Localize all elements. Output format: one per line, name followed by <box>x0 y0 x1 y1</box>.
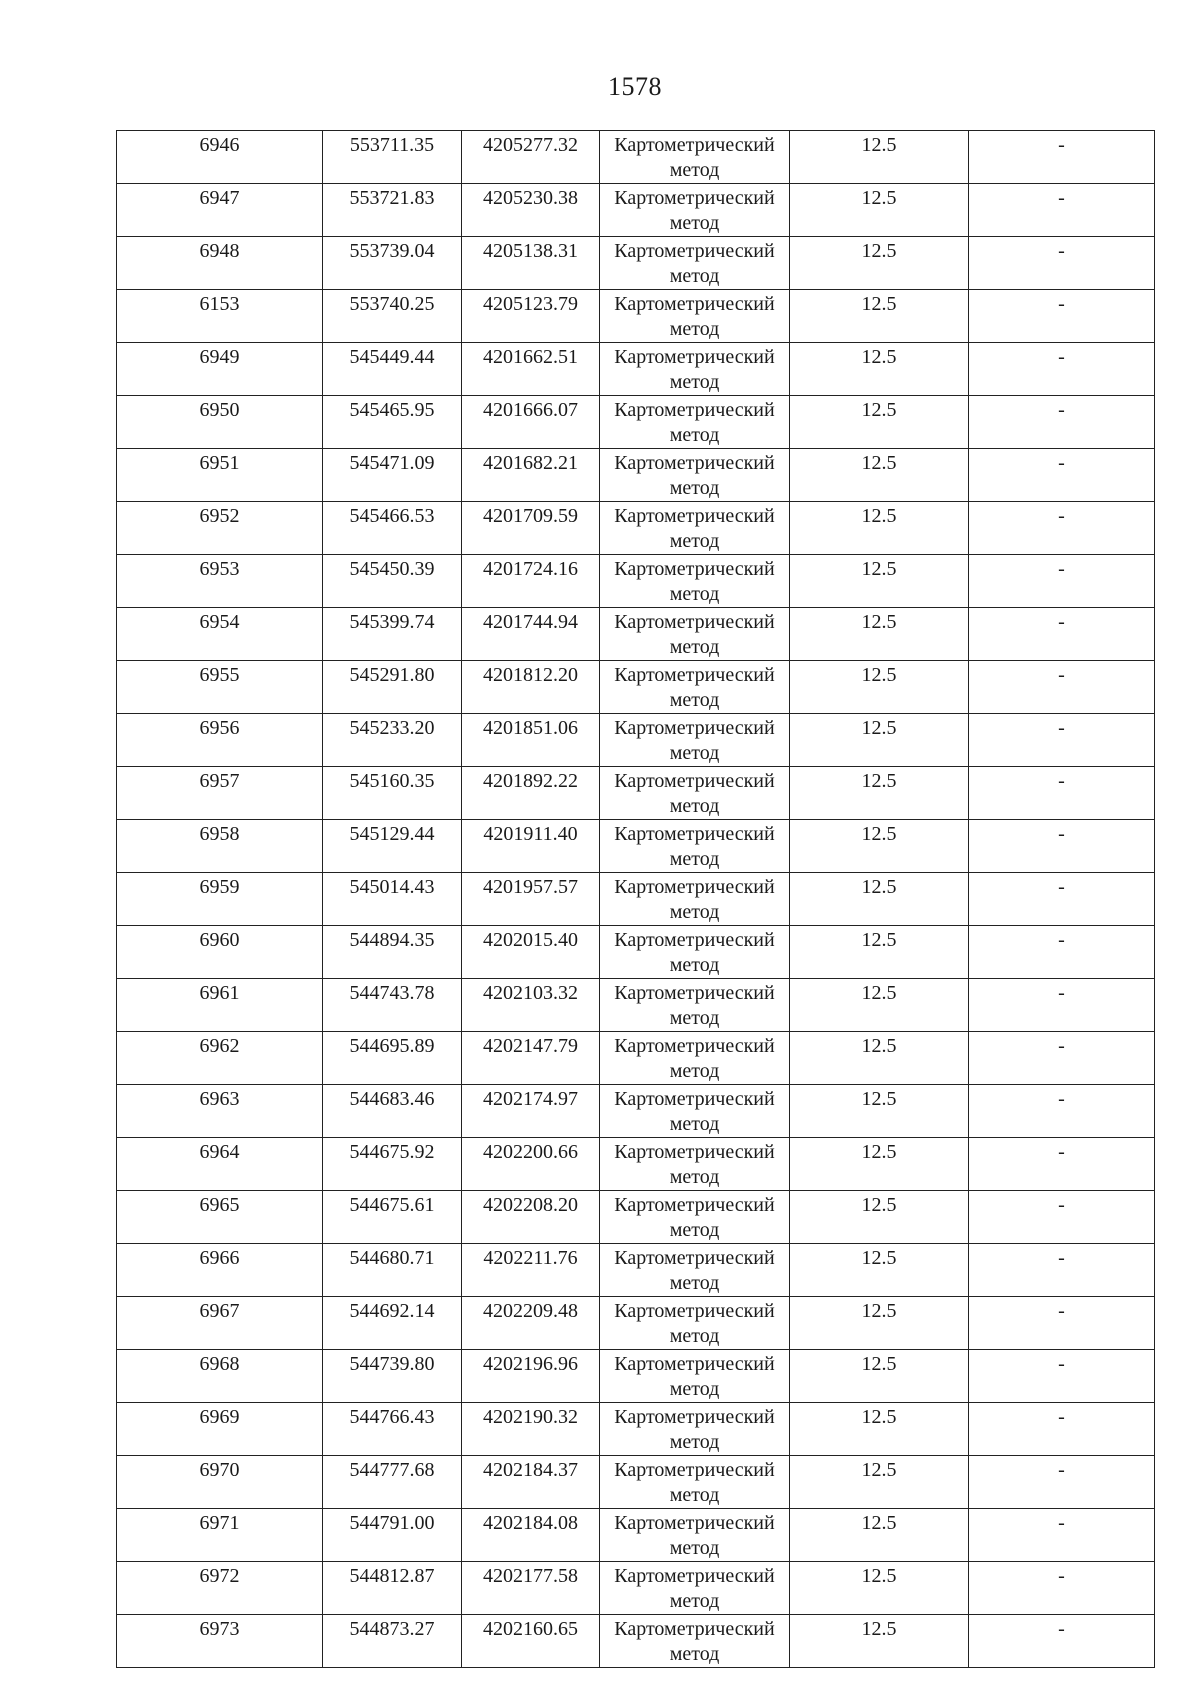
point-id-cell: 6973 <box>117 1615 323 1668</box>
point-id-cell: 6971 <box>117 1509 323 1562</box>
table-row <box>117 1297 1155 1350</box>
x-coordinate-cell: 545450.39 <box>323 555 462 608</box>
accuracy-cell: 12.5 <box>790 1085 969 1138</box>
method-cell: Картометрический метод <box>600 1403 790 1456</box>
accuracy-cell: 12.5 <box>790 131 969 184</box>
accuracy-cell: 12.5 <box>790 237 969 290</box>
note-cell: - <box>969 1085 1155 1138</box>
y-coordinate-cell: 4201911.40 <box>462 820 600 873</box>
accuracy-cell: 12.5 <box>790 926 969 979</box>
point-id-cell: 6967 <box>117 1297 323 1350</box>
note-cell: - <box>969 1509 1155 1562</box>
point-id-cell: 6968 <box>117 1350 323 1403</box>
point-id-cell: 6969 <box>117 1403 323 1456</box>
x-coordinate-cell: 545449.44 <box>323 343 462 396</box>
table-row <box>117 184 1155 237</box>
y-coordinate-cell: 4201851.06 <box>462 714 600 767</box>
y-coordinate-cell: 4202209.48 <box>462 1297 600 1350</box>
point-id-cell: 6948 <box>117 237 323 290</box>
point-id-cell: 6970 <box>117 1456 323 1509</box>
point-id-cell: 6966 <box>117 1244 323 1297</box>
x-coordinate-cell: 544743.78 <box>323 979 462 1032</box>
coordinates-table <box>116 130 1155 1668</box>
y-coordinate-cell: 4201724.16 <box>462 555 600 608</box>
note-cell: - <box>969 237 1155 290</box>
y-coordinate-cell: 4201957.57 <box>462 873 600 926</box>
point-id-cell: 6949 <box>117 343 323 396</box>
y-coordinate-cell: 4202015.40 <box>462 926 600 979</box>
y-coordinate-cell: 4202190.32 <box>462 1403 600 1456</box>
note-cell: - <box>969 661 1155 714</box>
point-id-cell: 6962 <box>117 1032 323 1085</box>
note-cell: - <box>969 1191 1155 1244</box>
x-coordinate-cell: 553740.25 <box>323 290 462 343</box>
point-id-cell: 6961 <box>117 979 323 1032</box>
y-coordinate-cell: 4202211.76 <box>462 1244 600 1297</box>
method-cell: Картометрический метод <box>600 608 790 661</box>
note-cell: - <box>969 1562 1155 1615</box>
x-coordinate-cell: 553721.83 <box>323 184 462 237</box>
x-coordinate-cell: 544873.27 <box>323 1615 462 1668</box>
x-coordinate-cell: 544692.14 <box>323 1297 462 1350</box>
x-coordinate-cell: 545399.74 <box>323 608 462 661</box>
accuracy-cell: 12.5 <box>790 1191 969 1244</box>
point-id-cell: 6153 <box>117 290 323 343</box>
point-id-cell: 6957 <box>117 767 323 820</box>
table-row <box>117 555 1155 608</box>
x-coordinate-cell: 544791.00 <box>323 1509 462 1562</box>
accuracy-cell: 12.5 <box>790 1350 969 1403</box>
accuracy-cell: 12.5 <box>790 1244 969 1297</box>
y-coordinate-cell: 4201812.20 <box>462 661 600 714</box>
method-cell: Картометрический метод <box>600 290 790 343</box>
y-coordinate-cell: 4202174.97 <box>462 1085 600 1138</box>
table-row <box>117 1191 1155 1244</box>
x-coordinate-cell: 544739.80 <box>323 1350 462 1403</box>
point-id-cell: 6963 <box>117 1085 323 1138</box>
table-row <box>117 1509 1155 1562</box>
note-cell: - <box>969 1615 1155 1668</box>
table-row <box>117 1244 1155 1297</box>
x-coordinate-cell: 544680.71 <box>323 1244 462 1297</box>
method-cell: Картометрический метод <box>600 1244 790 1297</box>
accuracy-cell: 12.5 <box>790 1138 969 1191</box>
y-coordinate-cell: 4202160.65 <box>462 1615 600 1668</box>
method-cell: Картометрический метод <box>600 449 790 502</box>
method-cell: Картометрический метод <box>600 1191 790 1244</box>
y-coordinate-cell: 4205138.31 <box>462 237 600 290</box>
method-cell: Картометрический метод <box>600 661 790 714</box>
table-row <box>117 1615 1155 1668</box>
table-row <box>117 290 1155 343</box>
y-coordinate-cell: 4202177.58 <box>462 1562 600 1615</box>
accuracy-cell: 12.5 <box>790 714 969 767</box>
method-cell: Картометрический метод <box>600 555 790 608</box>
table-row <box>117 1085 1155 1138</box>
note-cell: - <box>969 1244 1155 1297</box>
method-cell: Картометрический метод <box>600 1456 790 1509</box>
table-row <box>117 926 1155 979</box>
note-cell: - <box>969 926 1155 979</box>
method-cell: Картометрический метод <box>600 502 790 555</box>
x-coordinate-cell: 545465.95 <box>323 396 462 449</box>
note-cell: - <box>969 714 1155 767</box>
table-row <box>117 396 1155 449</box>
table-row <box>117 237 1155 290</box>
accuracy-cell: 12.5 <box>790 979 969 1032</box>
y-coordinate-cell: 4205230.38 <box>462 184 600 237</box>
x-coordinate-cell: 544675.92 <box>323 1138 462 1191</box>
accuracy-cell: 12.5 <box>790 661 969 714</box>
accuracy-cell: 12.5 <box>790 1562 969 1615</box>
table-row <box>117 820 1155 873</box>
note-cell: - <box>969 449 1155 502</box>
method-cell: Картометрический метод <box>600 767 790 820</box>
method-cell: Картометрический метод <box>600 184 790 237</box>
accuracy-cell: 12.5 <box>790 608 969 661</box>
table-row <box>117 449 1155 502</box>
note-cell: - <box>969 1403 1155 1456</box>
method-cell: Картометрический метод <box>600 979 790 1032</box>
note-cell: - <box>969 1032 1155 1085</box>
method-cell: Картометрический метод <box>600 1509 790 1562</box>
y-coordinate-cell: 4202196.96 <box>462 1350 600 1403</box>
note-cell: - <box>969 767 1155 820</box>
method-cell: Картометрический метод <box>600 926 790 979</box>
table-row <box>117 502 1155 555</box>
accuracy-cell: 12.5 <box>790 1032 969 1085</box>
point-id-cell: 6956 <box>117 714 323 767</box>
method-cell: Картометрический метод <box>600 1032 790 1085</box>
table-row <box>117 979 1155 1032</box>
method-cell: Картометрический метод <box>600 1085 790 1138</box>
note-cell: - <box>969 1138 1155 1191</box>
point-id-cell: 6958 <box>117 820 323 873</box>
accuracy-cell: 12.5 <box>790 820 969 873</box>
note-cell: - <box>969 979 1155 1032</box>
accuracy-cell: 12.5 <box>790 343 969 396</box>
x-coordinate-cell: 545014.43 <box>323 873 462 926</box>
accuracy-cell: 12.5 <box>790 449 969 502</box>
accuracy-cell: 12.5 <box>790 502 969 555</box>
method-cell: Картометрический метод <box>600 873 790 926</box>
point-id-cell: 6953 <box>117 555 323 608</box>
accuracy-cell: 12.5 <box>790 184 969 237</box>
method-cell: Картометрический метод <box>600 1350 790 1403</box>
note-cell: - <box>969 502 1155 555</box>
x-coordinate-cell: 545291.80 <box>323 661 462 714</box>
accuracy-cell: 12.5 <box>790 1456 969 1509</box>
point-id-cell: 6964 <box>117 1138 323 1191</box>
x-coordinate-cell: 544683.46 <box>323 1085 462 1138</box>
point-id-cell: 6947 <box>117 184 323 237</box>
method-cell: Картометрический метод <box>600 1138 790 1191</box>
y-coordinate-cell: 4201892.22 <box>462 767 600 820</box>
note-cell: - <box>969 396 1155 449</box>
accuracy-cell: 12.5 <box>790 1403 969 1456</box>
y-coordinate-cell: 4202208.20 <box>462 1191 600 1244</box>
point-id-cell: 6952 <box>117 502 323 555</box>
accuracy-cell: 12.5 <box>790 1509 969 1562</box>
note-cell: - <box>969 131 1155 184</box>
x-coordinate-cell: 544894.35 <box>323 926 462 979</box>
coordinates-table-body <box>117 131 1155 1668</box>
table-row <box>117 343 1155 396</box>
table-row <box>117 1138 1155 1191</box>
table-row <box>117 714 1155 767</box>
method-cell: Картометрический метод <box>600 396 790 449</box>
table-row <box>117 1403 1155 1456</box>
method-cell: Картометрический метод <box>600 1297 790 1350</box>
x-coordinate-cell: 544675.61 <box>323 1191 462 1244</box>
table-row <box>117 1562 1155 1615</box>
x-coordinate-cell: 545160.35 <box>323 767 462 820</box>
y-coordinate-cell: 4201744.94 <box>462 608 600 661</box>
accuracy-cell: 12.5 <box>790 873 969 926</box>
note-cell: - <box>969 608 1155 661</box>
x-coordinate-cell: 553739.04 <box>323 237 462 290</box>
note-cell: - <box>969 290 1155 343</box>
accuracy-cell: 12.5 <box>790 396 969 449</box>
note-cell: - <box>969 820 1155 873</box>
table-row <box>117 873 1155 926</box>
note-cell: - <box>969 555 1155 608</box>
accuracy-cell: 12.5 <box>790 1615 969 1668</box>
x-coordinate-cell: 545466.53 <box>323 502 462 555</box>
y-coordinate-cell: 4201666.07 <box>462 396 600 449</box>
table-row <box>117 1456 1155 1509</box>
point-id-cell: 6946 <box>117 131 323 184</box>
method-cell: Картометрический метод <box>600 820 790 873</box>
y-coordinate-cell: 4202103.32 <box>462 979 600 1032</box>
y-coordinate-cell: 4202200.66 <box>462 1138 600 1191</box>
point-id-cell: 6955 <box>117 661 323 714</box>
method-cell: Картометрический метод <box>600 131 790 184</box>
y-coordinate-cell: 4205277.32 <box>462 131 600 184</box>
y-coordinate-cell: 4202184.08 <box>462 1509 600 1562</box>
point-id-cell: 6954 <box>117 608 323 661</box>
y-coordinate-cell: 4201662.51 <box>462 343 600 396</box>
point-id-cell: 6950 <box>117 396 323 449</box>
point-id-cell: 6951 <box>117 449 323 502</box>
method-cell: Картометрический метод <box>600 714 790 767</box>
note-cell: - <box>969 1456 1155 1509</box>
point-id-cell: 6959 <box>117 873 323 926</box>
x-coordinate-cell: 553711.35 <box>323 131 462 184</box>
note-cell: - <box>969 184 1155 237</box>
point-id-cell: 6960 <box>117 926 323 979</box>
note-cell: - <box>969 873 1155 926</box>
y-coordinate-cell: 4205123.79 <box>462 290 600 343</box>
x-coordinate-cell: 545129.44 <box>323 820 462 873</box>
method-cell: Картометрический метод <box>600 237 790 290</box>
y-coordinate-cell: 4202147.79 <box>462 1032 600 1085</box>
point-id-cell: 6965 <box>117 1191 323 1244</box>
method-cell: Картометрический метод <box>600 1562 790 1615</box>
accuracy-cell: 12.5 <box>790 290 969 343</box>
accuracy-cell: 12.5 <box>790 767 969 820</box>
method-cell: Картометрический метод <box>600 343 790 396</box>
table-row <box>117 767 1155 820</box>
table-row <box>117 661 1155 714</box>
table-row <box>117 608 1155 661</box>
note-cell: - <box>969 1350 1155 1403</box>
table-row <box>117 1350 1155 1403</box>
note-cell: - <box>969 1297 1155 1350</box>
accuracy-cell: 12.5 <box>790 1297 969 1350</box>
x-coordinate-cell: 545233.20 <box>323 714 462 767</box>
x-coordinate-cell: 544777.68 <box>323 1456 462 1509</box>
x-coordinate-cell: 544695.89 <box>323 1032 462 1085</box>
y-coordinate-cell: 4201709.59 <box>462 502 600 555</box>
table-row <box>117 1032 1155 1085</box>
table-row <box>117 131 1155 184</box>
accuracy-cell: 12.5 <box>790 555 969 608</box>
x-coordinate-cell: 545471.09 <box>323 449 462 502</box>
y-coordinate-cell: 4202184.37 <box>462 1456 600 1509</box>
x-coordinate-cell: 544812.87 <box>323 1562 462 1615</box>
page-number: 1578 <box>608 72 662 101</box>
point-id-cell: 6972 <box>117 1562 323 1615</box>
x-coordinate-cell: 544766.43 <box>323 1403 462 1456</box>
note-cell: - <box>969 343 1155 396</box>
y-coordinate-cell: 4201682.21 <box>462 449 600 502</box>
method-cell: Картометрический метод <box>600 1615 790 1668</box>
